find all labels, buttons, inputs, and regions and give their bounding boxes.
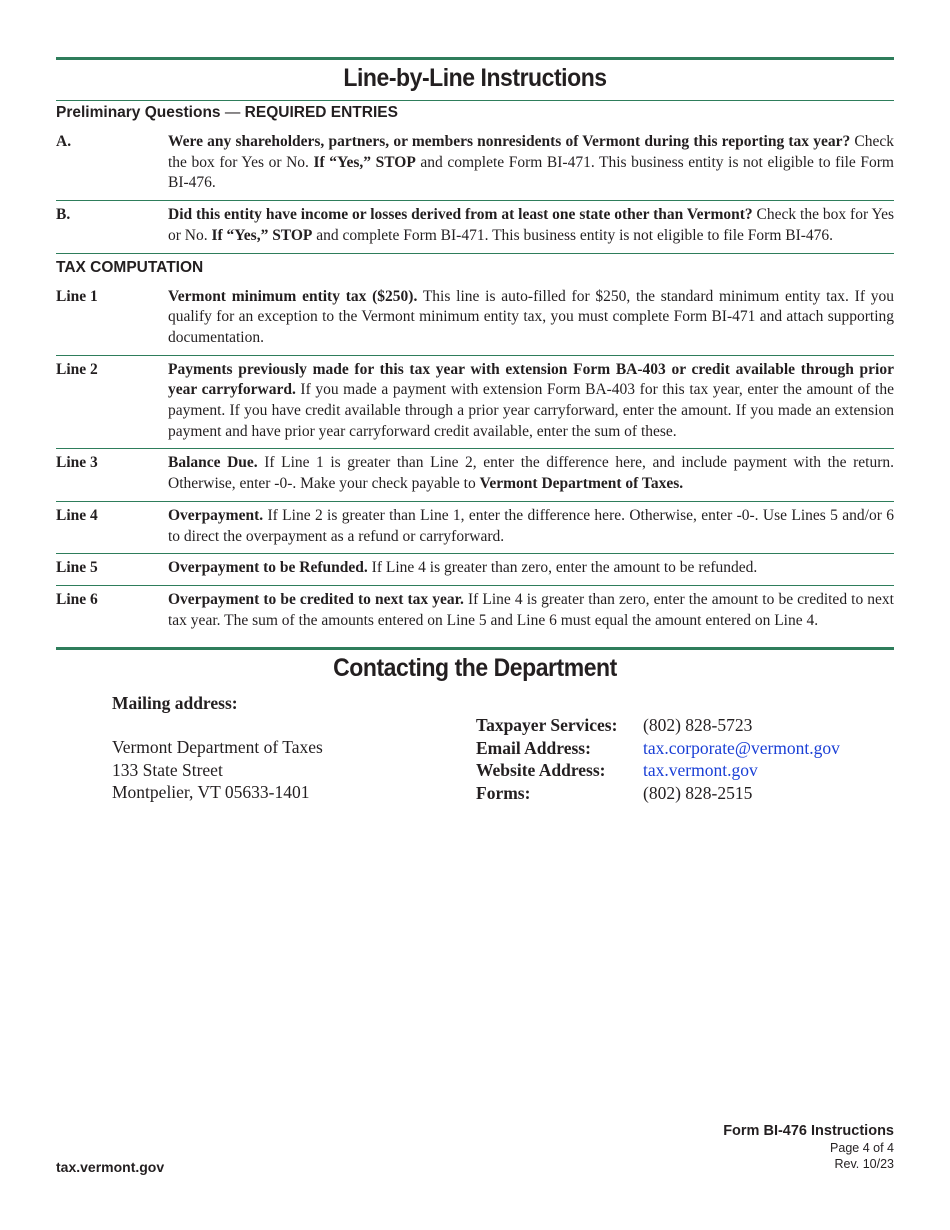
footer-form-title: Form BI-476 Instructions <box>723 1123 894 1139</box>
line-text: Overpayment to be Refunded. If Line 4 is greater than zero, enter the amount to be refunded. <box>168 559 758 577</box>
footer-form-info <box>723 1122 894 1172</box>
contact-phone: (802) 828-2515 <box>643 782 753 803</box>
mailing-address <box>112 736 323 804</box>
contact-phone: (802) 828-5723 <box>643 715 753 736</box>
question-label: B. <box>56 206 71 224</box>
line-row-1 <box>56 283 894 355</box>
address-line: Montpelier, VT 05633-1401 <box>112 782 310 803</box>
contact-table <box>476 714 840 804</box>
instructions-page <box>56 57 894 810</box>
website-link[interactable]: tax.vermont.gov <box>643 760 758 781</box>
address-line: 133 State Street <box>112 759 223 780</box>
preliminary-dash: — <box>220 104 245 121</box>
preliminary-heading-text: Preliminary Questions <box>56 104 221 121</box>
contact-row-email <box>476 737 840 760</box>
line-label: Line 6 <box>56 590 98 608</box>
section-title-line-by-line: Line-by-Line Instructions <box>343 64 607 92</box>
line-row-3 <box>56 448 894 500</box>
preliminary-questions <box>56 128 894 254</box>
line-label: Line 5 <box>56 559 98 577</box>
footer-revision: Rev. 10/23 <box>834 1157 894 1171</box>
line-label: Line 3 <box>56 454 98 472</box>
tax-computation-lines <box>56 283 894 638</box>
contact-row-forms <box>476 782 840 805</box>
line-label: Line 1 <box>56 287 98 305</box>
line-text: Balance Due. If Line 1 is greater than Line 2, enter the difference here, and include payment with the return. Otherwise, enter -0-. Make your check payable to Vermont Department of Taxes. <box>168 454 894 493</box>
footer-page-number: Page 4 of 4 <box>830 1141 894 1155</box>
question-row-b <box>56 200 894 252</box>
line-text: Vermont minimum entity tax ($250). This line is auto-filled for $250, the standard minimum entity tax. If you qualify for an exception to the Vermont minimum entity tax, you must complete Form BI-471 and attach supporting documentation. <box>168 287 894 346</box>
contact-block <box>56 690 894 810</box>
question-text: Did this entity have income or losses derived from at least one state other than Vermont? Check the box for Yes or No. If “Yes,” STOP and complete Form BI-471. This business entity is not eligible to file Form BI-476. <box>168 206 894 244</box>
footer-site: tax.vermont.gov <box>56 1159 165 1175</box>
mailing-address-heading: Mailing address: <box>112 693 238 714</box>
contact-row-taxpayer-services <box>476 714 840 737</box>
question-row-a <box>56 128 894 200</box>
line-row-6 <box>56 585 894 637</box>
contact-key: Website Address: <box>476 760 606 781</box>
line-text: Payments previously made for this tax year with extension Form BA-403 or credit available through prior year carryforward. If you made a payment with extension Form BA-403 for this tax year, enter the amount of the payment. If you have credit available through a prior year carryforward, enter the amount. If you made an extension payment and have prior year carryforward credit available, enter the sum of these. <box>168 360 894 440</box>
line-text: Overpayment to be credited to next tax year. If Line 4 is greater than zero, enter the amount to be credited to next tax year. The sum of the amounts entered on Line 5 and Line 6 must equal the amount entered on Line 4. <box>168 590 894 629</box>
line-label: Line 4 <box>56 506 98 524</box>
contact-key: Email Address: <box>476 737 591 758</box>
line-row-5 <box>56 553 894 585</box>
line-label: Line 2 <box>56 360 98 378</box>
section-title-contacting: Contacting the Department <box>333 654 617 683</box>
line-row-4 <box>56 501 894 553</box>
contact-row-website <box>476 759 840 782</box>
line-text: Overpayment. If Line 2 is greater than Line 1, enter the difference here. Otherwise, enter -0-. Use Lines 5 and/or 6 to direct the overpayment as a refund or carryforward. <box>168 506 894 545</box>
tax-computation-heading: TAX COMPUTATION <box>56 258 204 276</box>
question-text: Were any shareholders, partners, or members nonresidents of Vermont during this reporting tax year? Check the box for Yes or No. If “Yes,” STOP and complete Form BI-471. This business entity is not eligible to file Form BI-476. <box>168 133 895 192</box>
question-label: A. <box>56 133 72 150</box>
preliminary-heading <box>56 101 894 128</box>
email-link[interactable]: tax.corporate@vermont.gov <box>643 737 840 758</box>
contact-key: Taxpayer Services: <box>476 715 618 736</box>
line-row-2 <box>56 355 894 449</box>
contact-key: Forms: <box>476 782 531 803</box>
required-entries-text: REQUIRED ENTRIES <box>244 104 398 121</box>
address-line: Vermont Department of Taxes <box>112 737 323 758</box>
